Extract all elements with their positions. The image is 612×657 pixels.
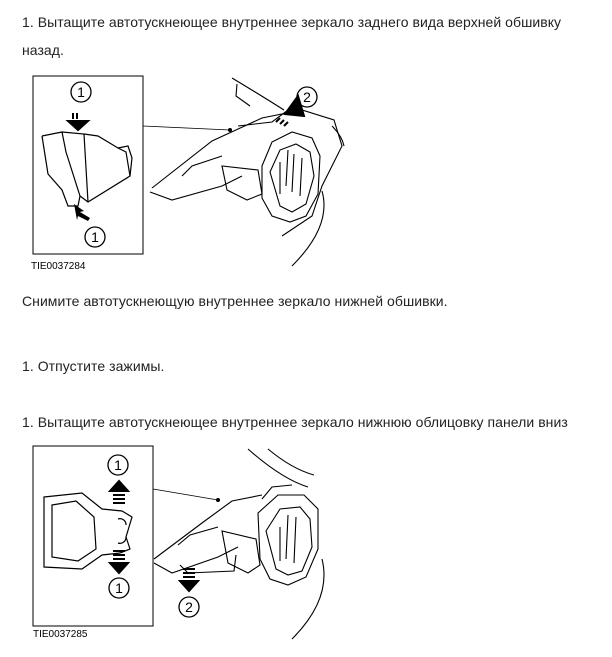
figure-2-code: TIE0037285 [33,629,88,640]
figure-1 [22,66,348,274]
callout-label: 1 [114,457,122,473]
arrow-up-right-icon [276,96,304,126]
step-2-text: 1. Вытащите автотускнеющее внутреннее зеркало нижнюю облицовку панели вниз [22,414,568,430]
callout-label: 1 [91,229,99,245]
mirror-assembly-drawing [150,78,344,266]
section-heading: Снимите автотускнеющую внутреннее зеркало нижней обшивки. [22,293,448,309]
release-clips-text: 1. Отпустите зажимы. [22,358,165,374]
callout-1-top [71,82,91,102]
figure-2 [22,439,348,647]
callout-label: 2 [303,89,311,105]
step-1-text: 1. Вытащите автотускнеющее внутреннее зеркало заднего вида верхней обшивку [22,14,562,30]
callout-label: 1 [115,580,123,596]
callout-1-bottom [109,578,129,598]
step-1-continuation: назад. [22,42,64,58]
callout-label: 1 [77,84,85,100]
callout-1-top [108,455,128,475]
callout-1-bottom [85,227,105,247]
callout-2 [179,597,199,617]
callout-label: 2 [185,599,193,615]
figure-1-code: TIE0037284 [31,261,86,272]
